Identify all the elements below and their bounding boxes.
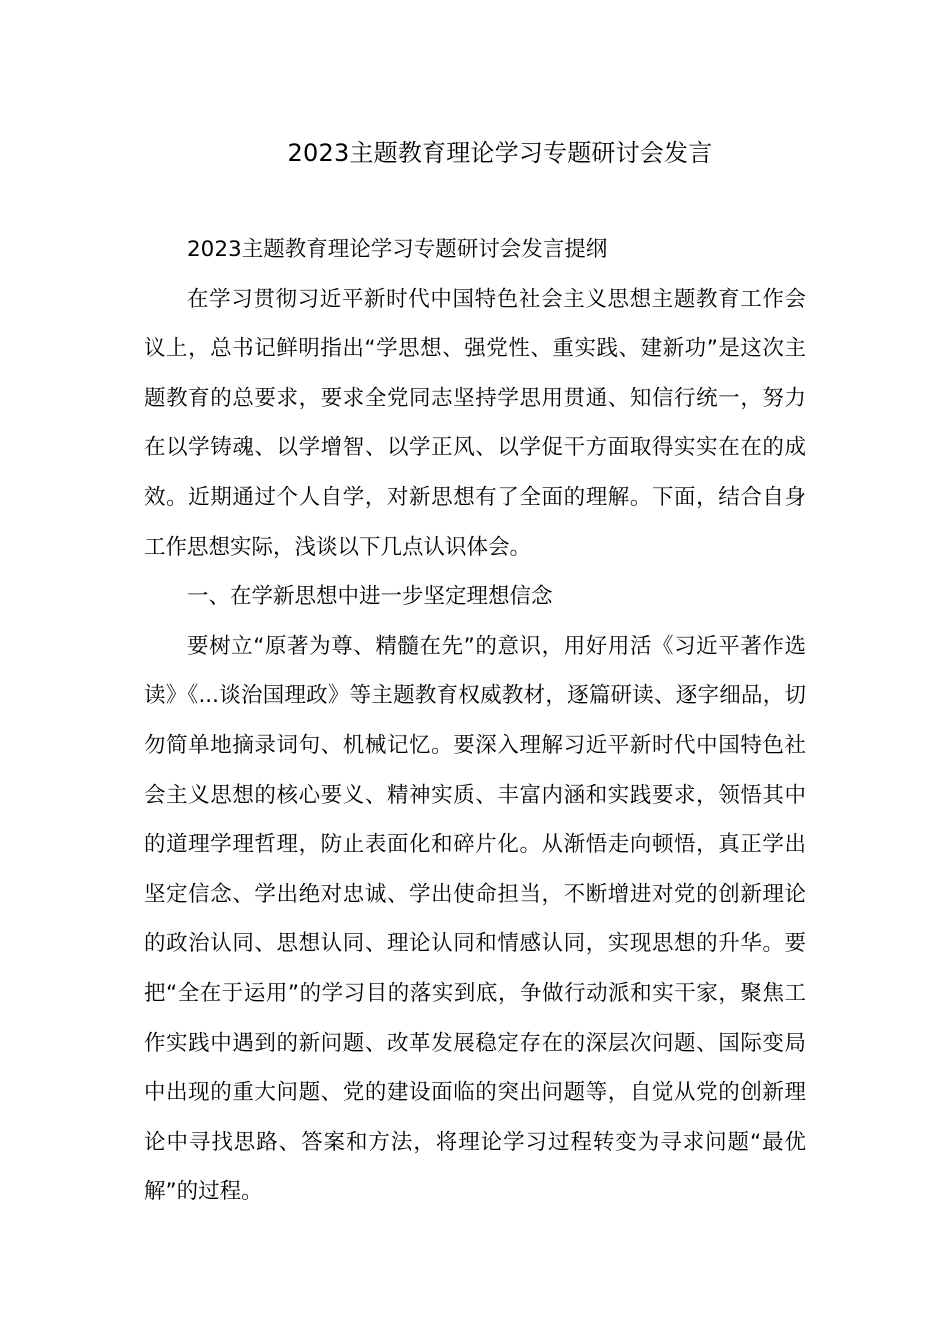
document-title: 2023主题教育理论学习专题研讨会发言 [287,139,713,167]
section-1-paragraph: 要树立“原著为尊、精髓在先”的意识，用好用活《习近平著作选读》《...谈治国理政》等主题教育权威教材，逐篇研读、逐字细品，切勿简单地摘录词句、机械记忆。要深入理解习近平新时代中国特色社会主义思想的核心要义、精神实质、丰富内涵和实践要求，领悟其中的道理学理哲理，防止表面化和碎片化。从渐悟走向顿悟，真正学出坚定信念、学出绝对忠诚、学出使命担当，不断增进对党的创新理论的政治认同、思想认同、理论认同和情感认同，实现思想的升华。要把“全在于运用”的学习目的落实到底，争做行动派和实干家，聚焦工作实践中遇到的新问题、改革发展稳定存在的深层次问题、国际变局中出现的重大问题、党的建设面临的突出问题等，自觉从党的创新理论中寻找思路、答案和方法，将理论学习过程转变为寻求问题“最优解”的过程。 [144,633,806,1205]
section-heading-1: 一、在学新思想中进一步坚定理想信念 [187,584,553,610]
document-body [144,225,806,1217]
intro-paragraph: 在学习贯彻习近平新时代中国特色社会主义思想主题教育工作会议上，总书记鲜明指出“学思想、强党性、重实践、建新功”是这次主题教育的总要求，要求全党同志坚持学思用贯通、知信行统一，努力在以学铸魂、以学增智、以学正风、以学促干方面取得实实在在的成效。近期通过个人自学，对新思想有了全面的理解。下面，结合自身工作思想实际，浅谈以下几点认识体会。 [144,286,806,560]
outline-heading: 2023主题教育理论学习专题研讨会发言提纲 [187,237,608,262]
